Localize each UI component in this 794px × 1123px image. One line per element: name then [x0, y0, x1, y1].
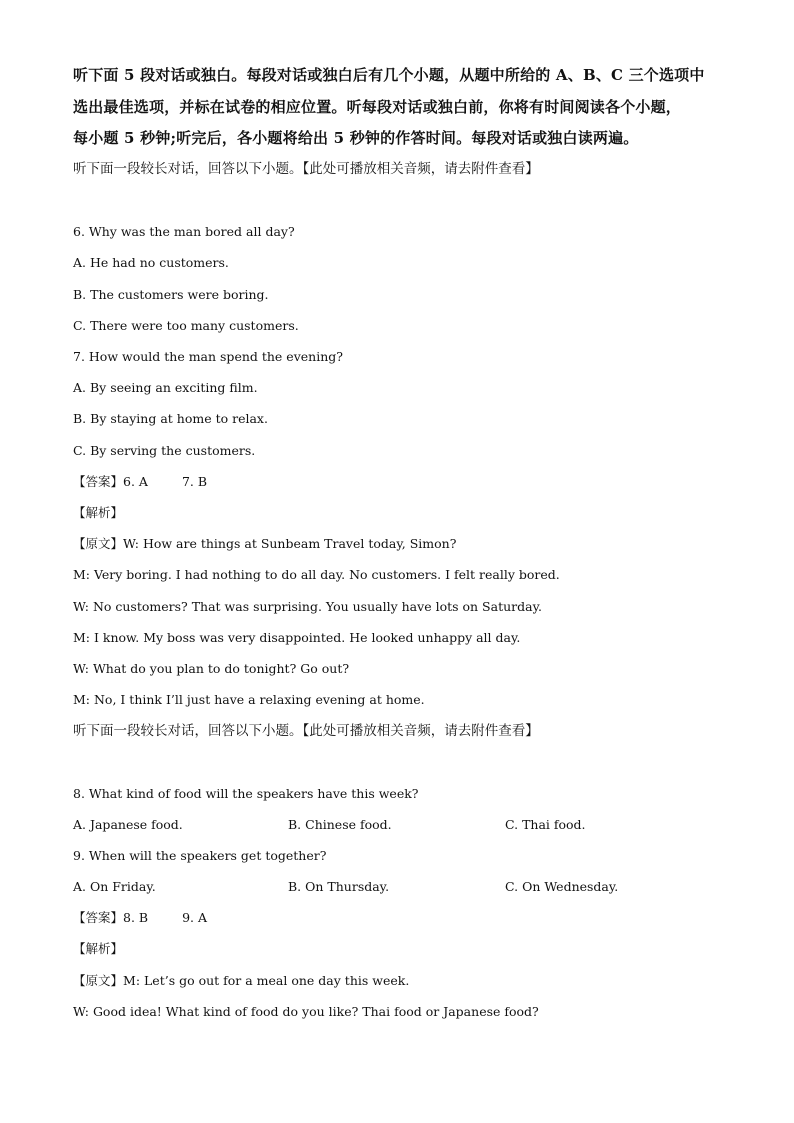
section1-analysis-label: 【解析】: [73, 505, 124, 520]
section2-analysis-label: 【解析】: [73, 941, 124, 956]
section2-transcript-line-1: [73, 975, 409, 988]
transcript-text: W: How are things at Sunbeam Travel today, Simon?: [123, 536, 457, 551]
question-8-option-b: B. Chinese food.: [288, 817, 392, 832]
question-7-option-c: C. By serving the customers.: [73, 443, 256, 458]
section1-transcript-line-3: W: No customers? That was surprising. You usually have lots on Saturday.: [73, 599, 542, 614]
answer-9: 9. A: [182, 910, 208, 925]
section1-note: 听下面一段较长对话，回答以下小题。【此处可播放相关音频，请去附件查看】: [73, 161, 539, 177]
answer-label: 【答案】: [73, 474, 124, 489]
section1-transcript-line-5: W: What do you plan to do tonight? Go out?: [73, 661, 350, 676]
question-6-option-b: B. The customers were boring.: [73, 287, 269, 302]
answer-7: 7. B: [181, 474, 208, 489]
section1-answer: [73, 476, 207, 489]
section2-note: 听下面一段较长对话，回答以下小题。【此处可播放相关音频，请去附件查看】: [73, 723, 539, 739]
question-9-option-c: C. On Wednesday.: [505, 879, 619, 894]
transcript-label: 【原文】: [73, 973, 124, 988]
answer-label: 【答案】: [73, 910, 124, 925]
answer-8: 8. B: [123, 910, 149, 925]
question-6-option-a: A. He had no customers.: [73, 255, 229, 270]
instruction-line-1: 听下面 5 段对话或独白。每段对话或独白后有几个小题，从题中所给的 A、B、C 三个选项中: [73, 66, 705, 84]
section1-transcript-line-2: M: Very boring. I had nothing to do all day. No customers. I felt really bored.: [73, 567, 560, 582]
question-8-option-a: A. Japanese food.: [73, 817, 183, 832]
question-7-option-b: B. By staying at home to relax.: [73, 411, 268, 426]
section1-transcript-line-1: [73, 538, 456, 551]
question-7-stem: 7. How would the man spend the evening?: [73, 349, 343, 364]
question-8-stem: 8. What kind of food will the speakers have this week?: [73, 786, 419, 801]
question-7-option-a: A. By seeing an exciting film.: [73, 380, 258, 395]
section1-transcript-line-4: M: I know. My boss was very disappointed. He looked unhappy all day.: [73, 630, 521, 645]
section2-transcript-line-2: W: Good idea! What kind of food do you like? Thai food or Japanese food?: [73, 1004, 539, 1019]
question-6-option-c: C. There were too many customers.: [73, 318, 299, 333]
transcript-label: 【原文】: [73, 536, 124, 551]
transcript-text: M: Let’s go out for a meal one day this week.: [123, 973, 410, 988]
instruction-line-3: 每小题 5 秒钟;听完后，各小题将给出 5 秒钟的作答时间。每段对话或独白读两遍。: [73, 129, 639, 147]
question-9-stem: 9. When will the speakers get together?: [73, 848, 327, 863]
question-8-option-c: C. Thai food.: [505, 817, 586, 832]
section2-answer: [73, 912, 207, 925]
question-9-option-b: B. On Thursday.: [288, 879, 390, 894]
question-9-option-a: A. On Friday.: [73, 879, 156, 894]
question-6-stem: 6. Why was the man bored all day?: [73, 224, 295, 239]
answer-6: 6. A: [123, 474, 148, 489]
section1-transcript-line-6: M: No, I think I’ll just have a relaxing evening at home.: [73, 692, 425, 707]
instruction-line-2: 选出最佳选项，并标在试卷的相应位置。听每段对话或独白前，你将有时间阅读各个小题，: [73, 98, 682, 116]
